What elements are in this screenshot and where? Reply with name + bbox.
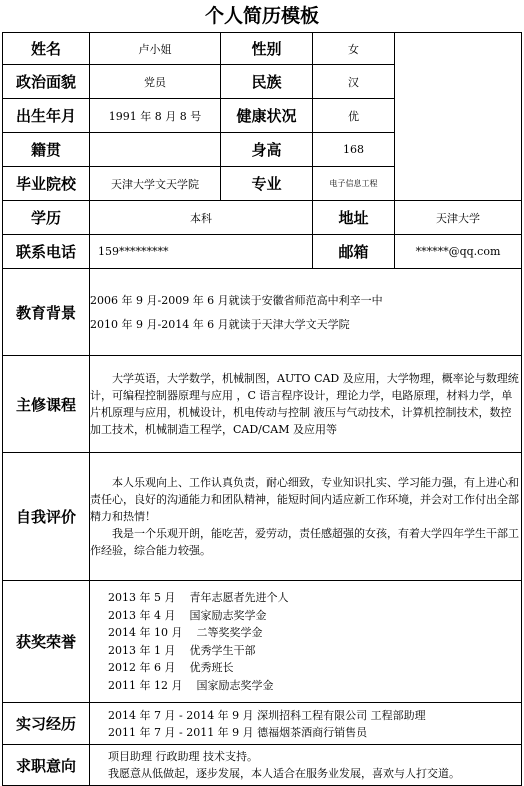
row-self-eval [3,453,522,581]
gender-label: 性别 [221,33,313,65]
award-name: 优秀班长 [189,661,234,674]
row-degree [3,201,522,235]
awards-content [90,581,522,703]
degree-label: 学历 [3,201,90,235]
award-item [90,677,521,695]
degree-value: 本科 [90,201,313,235]
resume-table [2,32,522,786]
self-eval-paragraph: 我是一个乐观开朗，能吃苦，爱劳动，责任感超强的女孩，有着大学四年学生干部工作经验，综合能力较强。 [90,527,519,557]
row-phone [3,235,522,269]
school-label: 毕业院校 [3,167,90,201]
ethnicity-value: 汉 [313,65,395,99]
ethnicity-label: 民族 [221,65,313,99]
self-eval-content [90,453,522,581]
email-value: ******@qq.com [395,235,522,269]
award-item [90,624,521,642]
major-value: 电子信息工程 [313,167,395,201]
award-item [90,607,521,625]
award-item [90,642,521,660]
health-label: 健康状况 [221,99,313,133]
row-courses [3,356,522,453]
internship-content [90,703,522,745]
row-objective [3,745,522,786]
education-label: 教育背景 [3,269,90,356]
objective-line: 我愿意从低做起，逐步发展，本人适合在服务业发展，喜欢与人打交道。 [108,767,460,780]
award-name: 国家励志奖学金 [196,678,274,692]
award-name: 优秀学生干部 [189,643,256,657]
courses-content: 大学英语，大学数学，机械制图，AUTO CAD 及应用，大学物理，概率论与数理统计，可编程控制器原理与应用 ，C 语言程序设计，理论力学，电路原理，材料力学，单片机原理与应用，机械设计，机电传动与控制 液压与气动技术，计算机控制技术，数控加工技术，机械制造工程学，CAD/CAM 及应用等 [90,356,522,453]
phone-value: 159********* [90,235,313,269]
email-label: 邮箱 [313,235,395,269]
internship-line: 2014 年 7 月 - 2014 年 9 月 深圳招科工程有限公司 工程部助理 [108,708,426,722]
award-date: 2013 年 5 月 [108,591,176,604]
objective-label: 求职意向 [3,745,90,786]
award-item [90,589,521,607]
height-value: 168 [313,133,395,167]
political-label: 政治面貌 [3,65,90,99]
award-name: 国家励志奖学金 [189,608,267,622]
birth-label: 出生年月 [3,99,90,133]
education-content [90,269,522,356]
award-date: 2014 年 10 月 [108,626,183,639]
award-date: 2013 年 4 月 [108,608,176,622]
native-value [90,133,221,167]
row-internship [3,703,522,745]
education-line: 2010 年 9 月-2014 年 6 月就读于天津大学文天学院 [90,317,350,331]
health-value: 优 [313,99,395,133]
address-label: 地址 [313,201,395,235]
award-date: 2013 年 1 月 [108,643,176,657]
award-date: 2011 年 12 月 [108,678,183,692]
birth-value: 1991 年 8 月 8 号 [90,99,221,133]
row-awards [3,581,522,703]
internship-label: 实习经历 [3,703,90,745]
row-education [3,269,522,356]
education-line: 2006 年 9 月-2009 年 6 月就读于安徽省师范高中利辛一中 [90,293,383,307]
height-label: 身高 [221,133,313,167]
objective-content [90,745,522,786]
objective-line: 项目助理 行政助理 技术支持。 [108,750,258,763]
address-value: 天津大学 [395,201,522,235]
name-label: 姓名 [3,33,90,65]
native-label: 籍贯 [3,133,90,167]
courses-label: 主修课程 [3,356,90,453]
award-name: 二等奖奖学金 [196,626,263,639]
row-name [3,33,522,65]
political-value: 党员 [90,65,221,99]
internship-line: 2011 年 7 月 - 2011 年 9 月 德福烟茶酒商行销售员 [108,725,368,739]
photo-box [395,33,522,201]
phone-label: 联系电话 [3,235,90,269]
self-eval-paragraph: 本人乐观向上、工作认真负责，耐心细致，专业知识扎实、学习能力强，有上进心和责任心，良好的沟通能力和团队精神，能短时间内适应新工作环境，并会对工作付出全部精力和热情！ [90,476,519,523]
award-date: 2012 年 6 月 [108,661,176,674]
page-title: 个人简历模板 [204,5,319,27]
school-value: 天津大学文天学院 [90,167,221,201]
award-item [90,659,521,677]
gender-value: 女 [313,33,395,65]
awards-label: 获奖荣誉 [3,581,90,703]
self-eval-label: 自我评价 [3,453,90,581]
award-name: 青年志愿者先进个人 [189,591,289,604]
name-value: 卢小姐 [90,33,221,65]
major-label: 专业 [221,167,313,201]
